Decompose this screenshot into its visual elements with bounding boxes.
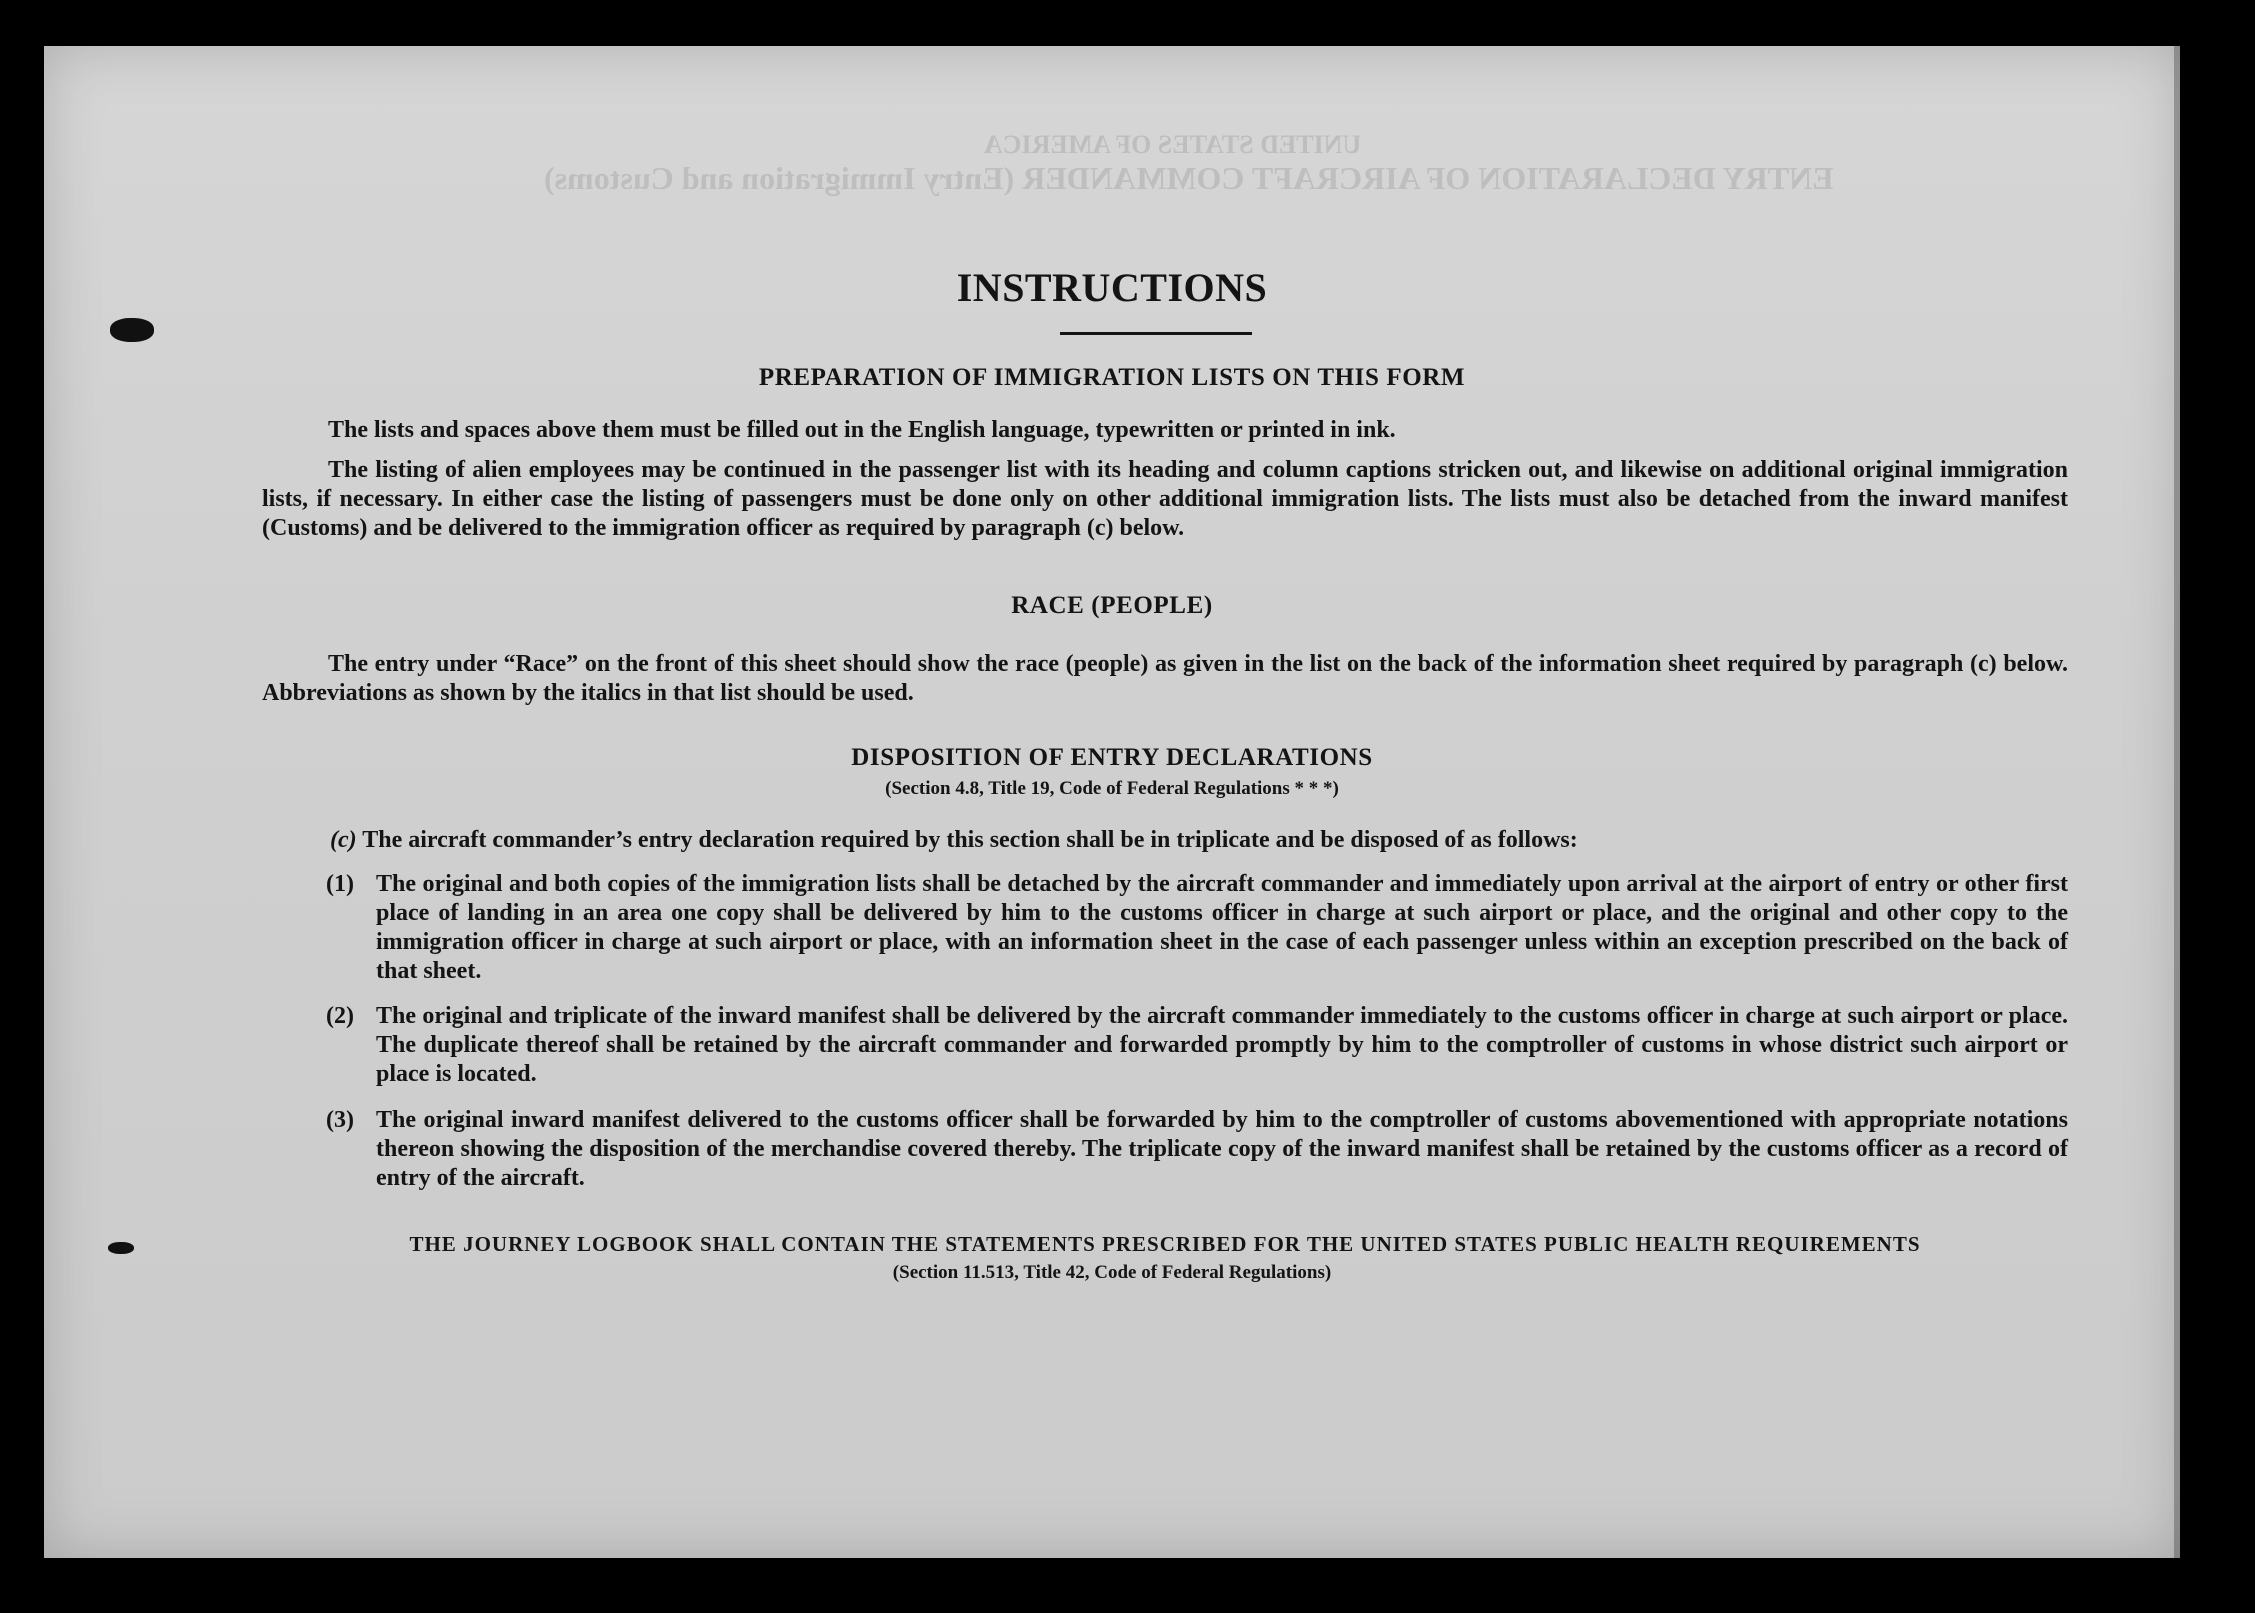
race-heading: RACE (PEOPLE) <box>1011 592 1213 619</box>
disposition-item-1 <box>326 870 2068 986</box>
health-requirements-subheading: (Section 11.513, Title 42, Code of Federal Regulations) <box>892 1262 1332 1283</box>
health-requirements-heading: THE JOURNEY LOGBOOK SHALL CONTAIN THE STATEMENTS PRESCRIBED FOR THE UNITED STATES PUBLIC HEALTH REQUIREMENTS <box>409 1232 1921 1256</box>
bleed-through-line-2: ENTRY DECLARATION OF AIRCRAFT COMMANDER (Entry Immigration and Customs) <box>544 160 1834 196</box>
preparation-paragraph-2: The listing of alien employees may be continued in the passenger list with its heading and column captions stricken out, and likewise on additional original immigration lists, if necessary. In either case the listing of passengers must be done only on other additional immigration lists. The lists must also be detached from the inward manifest (Customs) and be delivered to the immigration officer as required by paragraph (c) below. <box>262 457 2068 541</box>
preparation-paragraph-1: The lists and spaces above them must be filled out in the English language, typewritten or printed in ink. <box>328 417 1396 443</box>
preparation-heading: PREPARATION OF IMMIGRATION LISTS ON THIS FORM <box>758 364 1466 391</box>
item-number: (2) <box>326 1003 354 1029</box>
race-paragraph: The entry under “Race” on the front of this sheet should show the race (people) as given in the list on the back of the information sheet required by paragraph (c) below. Abbreviations as shown by the italics in that list should be used. <box>262 651 2068 706</box>
item-number: (1) <box>326 871 354 897</box>
disposition-heading: DISPOSITION OF ENTRY DECLARATIONS <box>851 744 1373 771</box>
disposition-subheading: (Section 4.8, Title 19, Code of Federal Regulations * * *) <box>885 778 1339 799</box>
instructions-document <box>44 46 2180 1558</box>
bleed-through-line-1: UNITED STATES OF AMERICA <box>984 130 1362 159</box>
item-text: The original inward manifest delivered to the customs officer shall be forwarded by him to the comptroller of customs abovementioned with appropriate notations thereon showing the disposition of the merchandise covered thereby. The triplicate copy of the inward manifest shall be retained by the customs officer as a record of entry of the aircraft. <box>376 1107 2068 1191</box>
disposition-lead-text: The aircraft commander’s entry declaration required by this section shall be in triplicate and be disposed of as follows: <box>362 827 1578 853</box>
title-underline <box>1060 332 1252 335</box>
page-title: INSTRUCTIONS <box>956 265 1268 310</box>
disposition-item-2 <box>326 1002 2068 1089</box>
disposition-lead <box>330 826 2068 855</box>
item-text: The original and triplicate of the inward manifest shall be delivered by the aircraft commander immediately to the customs officer in charge at such airport or place. The duplicate thereof shall be retained by the aircraft commander and forwarded promptly by him to the comptroller of customs in whose district such airport or place is located. <box>376 1003 2068 1087</box>
paper-sheet <box>44 46 2180 1558</box>
disposition-item-3 <box>326 1106 2068 1193</box>
item-number: (3) <box>326 1107 354 1133</box>
item-text: The original and both copies of the immigration lists shall be detached by the aircraft commander and immediately upon arrival at the airport of entry or other first place of landing in an area one copy shall be delivered by him to the customs officer in charge at such airport or place, and the original and other copy to the immigration officer in charge at such airport or place, with an information sheet in the case of each passenger unless within an exception prescribed on the back of that sheet. <box>376 871 2068 984</box>
disposition-lead-label: (c) <box>330 827 357 853</box>
